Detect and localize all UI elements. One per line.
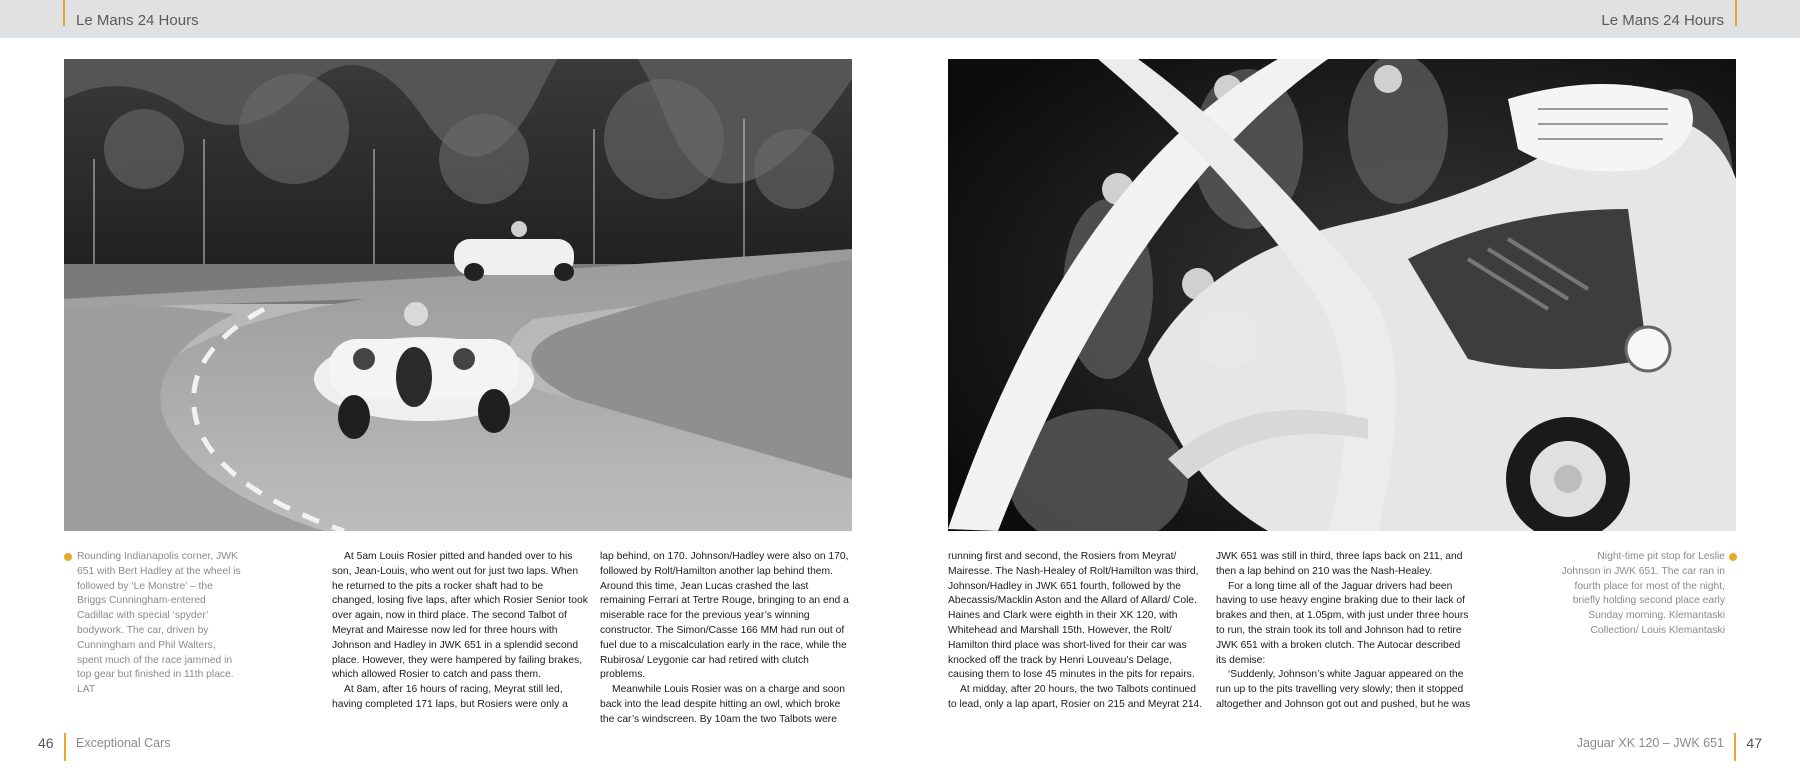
paragraph: At 5am Louis Rosier pitted and handed over to his son, Jean-Louis, who went out for just two laps. When he returned to the pits a rocker shaft had to be changed, losing five laps, after which Rosier Senior took over again, now in third place. The second Talbot of Meyrat and Mairesse now led for three hours with Johnson and Hadley in JWK 651 in a splendid second place. However, they were hampered by failing brakes, which allowed Rosier to catch and pass them. xyxy=(332,551,588,681)
body-column-1 xyxy=(332,550,588,713)
paragraph: ‘Suddenly, Johnson’s white Jaguar appeared on the run up to the pits travelling very slowly; then it stopped altogether and Johnson got out and pushed, but he was xyxy=(1216,669,1471,710)
body-column-3 xyxy=(948,550,1204,713)
paragraph: At midday, after 20 hours, the two Talbots continued to lead, only a lap apart, Rosier on 215 and Meyrat 214. xyxy=(948,684,1203,710)
paragraph: JWK 651 was still in third, three laps back on 211, and then a lap behind on 210 was the Nash-Healey. xyxy=(1216,551,1463,577)
paragraph: At 8am, after 16 hours of racing, Meyrat still led, having completed 171 laps, but Rosiers were only a xyxy=(332,684,568,710)
footer-accent-bar xyxy=(64,733,66,761)
caption-bullet-icon xyxy=(1729,553,1737,561)
left-photo-caption xyxy=(77,550,242,698)
caption-bullet-icon xyxy=(64,553,72,561)
right-running-title: Le Mans 24 Hours xyxy=(1601,12,1724,29)
left-page-number: 46 xyxy=(38,735,54,751)
left-caption-text: Rounding Indianapolis corner, JWK 651 with Bert Hadley at the wheel is followed by ‘Le Monstre’ – the Briggs Cunningham-entered Cadillac with special ‘spyder’ bodywork. The car, driven by Cunningham and Phil Walters, spent much of the race jammed in top gear but finished in 11th place. LAT xyxy=(77,551,241,696)
right-page-header xyxy=(900,0,1800,38)
footer-accent-bar xyxy=(1734,733,1736,761)
race-photo xyxy=(64,59,852,531)
header-accent-bar xyxy=(63,0,65,26)
left-page-header xyxy=(0,0,900,38)
left-running-title: Le Mans 24 Hours xyxy=(76,12,199,29)
paragraph: lap behind, on 170. Johnson/Hadley were also on 170, followed by Rolt/Hamilton another lap behind them. Around this time, Jean Lucas crashed the last remaining Ferrari at Tertre Rouge, bringing to an end a miserable race for the previous year’s winning constructor. The Simon/Casse 166 MM had run out of fuel due to a miscalculation early in the race, while the Rubirosa/ Leygonie car had retired with clutch problems. xyxy=(600,551,849,681)
right-footer-text: Jaguar XK 120 – JWK 651 xyxy=(1576,736,1724,750)
paragraph: running first and second, the Rosiers from Meyrat/ Mairesse. The Nash-Healey of Rolt/Hamilton was third, Johnson/Hadley in JWK 651 fourth, followed by the Abecassis/Macklin Aston and the Allard of Allard/ Cole. Haines and Clark were eighth in their XK 120, with Whitehead and Marshall 15th. However, the Rolt/ Hamilton third place was short-lived for their car was knocked off the track by Henri Louveau’s Delage, causing them to lose 45 minutes in the pits for repairs. xyxy=(948,551,1199,681)
right-caption-text: Night-time pit stop for Leslie Johnson in JWK 651. The car ran in fourth place for most of the night, briefly holding second place early Sunday morning. Klemantaski Collection/ Louis Klemantaski xyxy=(1561,551,1725,636)
left-footer-text: Exceptional Cars xyxy=(76,736,171,750)
header-accent-bar xyxy=(1735,0,1737,26)
body-column-4 xyxy=(1216,550,1472,713)
paragraph: For a long time all of the Jaguar drivers had been having to use heavy engine braking due to their lack of brakes and then, at 1.05pm, with just under three hours to run, the strain took its toll and Johnson had to retire JWK 651 with a broken clutch. The Autocar described its demise: xyxy=(1216,580,1469,666)
pit-stop-photo xyxy=(948,59,1736,531)
right-photo-caption xyxy=(1560,550,1725,639)
body-column-2 xyxy=(600,550,856,728)
paragraph: Meanwhile Louis Rosier was on a charge and soon back into the lead despite hitting an owl, which broke the car’s windscreen. By 10am the two Talbots were xyxy=(600,684,845,725)
right-page-number: 47 xyxy=(1746,735,1762,751)
